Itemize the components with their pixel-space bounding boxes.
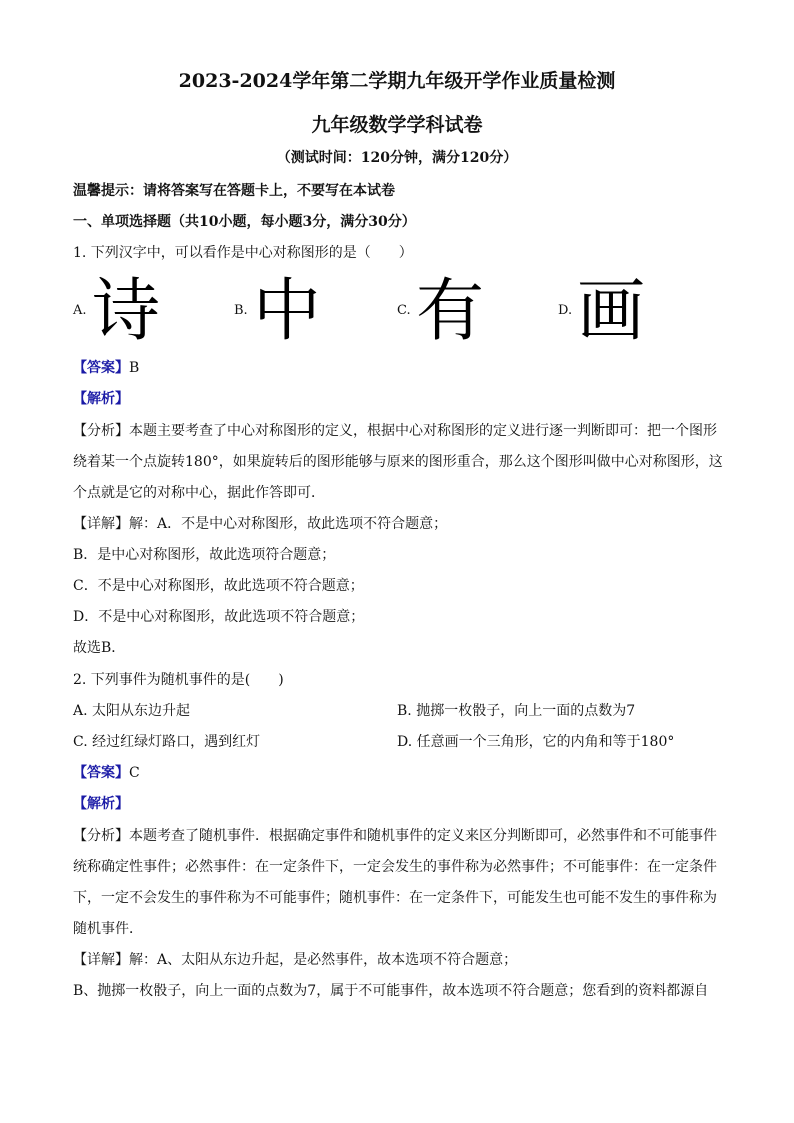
q2-analysis-line: 统称确定性事件；必然事件：在一定条件下，一定会发生的事件称为必然事件；不可能事件：在一定条件 <box>73 859 717 875</box>
answer-tag: 【答案】 <box>73 360 129 376</box>
q1-answer-line <box>73 358 139 378</box>
q1-analysis-line: 绕着某一个点旋转180°，如果旋转后的图形能够与原来的图形重合，那么这个图形叫做中心对称图形，这 <box>73 454 723 470</box>
q2-answer: C <box>129 765 140 781</box>
section-heading: 一、单项选择题（共10小题，每小题3分，满分30分） <box>73 214 416 230</box>
exam-time-note: （测试时间：120分钟，满分120分） <box>276 150 518 166</box>
q1-analysis-line: 个点就是它的对称中心，据此作答即可． <box>73 485 325 501</box>
q1-detail-line: 【详解】解：A．不是中心对称图形，故此选项不符合题意； <box>73 516 448 532</box>
q1-explain-tag: 【解析】 <box>73 391 129 407</box>
q1-option-d-char: 画 <box>577 272 646 351</box>
q1-option-b-char: 中 <box>253 272 322 351</box>
question-2-stem: 2. 下列事件为随机事件的是( ) <box>73 672 284 688</box>
exam-subtitle: 九年级数学学科试卷 <box>311 114 483 136</box>
q2-explain-tag: 【解析】 <box>73 796 129 812</box>
q1-option-a-char: 诗 <box>92 272 161 351</box>
warm-tip: 温馨提示：请将答案写在答题卡上，不要写在本试卷 <box>73 183 395 199</box>
q2-detail-line: B、抛掷一枚骰子，向上一面的点数为7，属于不可能事件，故本选项不符合题意；您看到的资料都源自 <box>73 983 709 999</box>
q1-option-a-label: A. <box>73 303 87 318</box>
q2-option-c: C. 经过红绿灯路口，遇到红灯 <box>73 734 261 750</box>
q1-detail-line: 故选B． <box>73 640 126 656</box>
q1-option-d-label: D. <box>558 303 573 318</box>
q1-detail-line: B．是中心对称图形，故此选项符合题意； <box>73 547 336 563</box>
q1-analysis-line: 【分析】本题主要考查了中心对称图形的定义，根据中心对称图形的定义进行逐一判断即可：把一个图形 <box>73 423 717 439</box>
q2-analysis-line: 【分析】本题考查了随机事件．根据确定事件和随机事件的定义来区分判断即可，必然事件和不可能事件 <box>73 828 717 844</box>
q2-option-b: B. 抛掷一枚骰子，向上一面的点数为7 <box>397 703 636 719</box>
q1-option-c-char: 有 <box>416 272 485 351</box>
exam-title: 2023-2024学年第二学期九年级开学作业质量检测 <box>178 70 616 92</box>
q1-detail-line: C．不是中心对称图形，故此选项不符合题意； <box>73 578 364 594</box>
answer-tag: 【答案】 <box>73 765 129 781</box>
q2-option-d: D. 任意画一个三角形，它的内角和等于180° <box>397 734 675 750</box>
q1-option-c-label: C. <box>397 303 411 318</box>
q1-answer: B <box>129 360 140 376</box>
q1-option-b-label: B. <box>234 303 248 318</box>
question-1-stem: 1. 下列汉字中，可以看作是中心对称图形的是（ ） <box>73 245 413 261</box>
q2-option-a: A. 太阳从东边升起 <box>73 703 191 719</box>
q2-detail-line: 【详解】解：A、太阳从东边升起，是必然事件，故本选项不符合题意； <box>73 952 518 968</box>
q2-answer-line <box>73 763 140 783</box>
q2-analysis-line: 下，一定不会发生的事件称为不可能事件；随机事件：在一定条件下，可能发生也可能不发生的事件称为 <box>73 890 717 906</box>
q2-analysis-line: 随机事件． <box>73 921 143 937</box>
q1-detail-line: D．不是中心对称图形，故此选项不符合题意； <box>73 609 365 625</box>
